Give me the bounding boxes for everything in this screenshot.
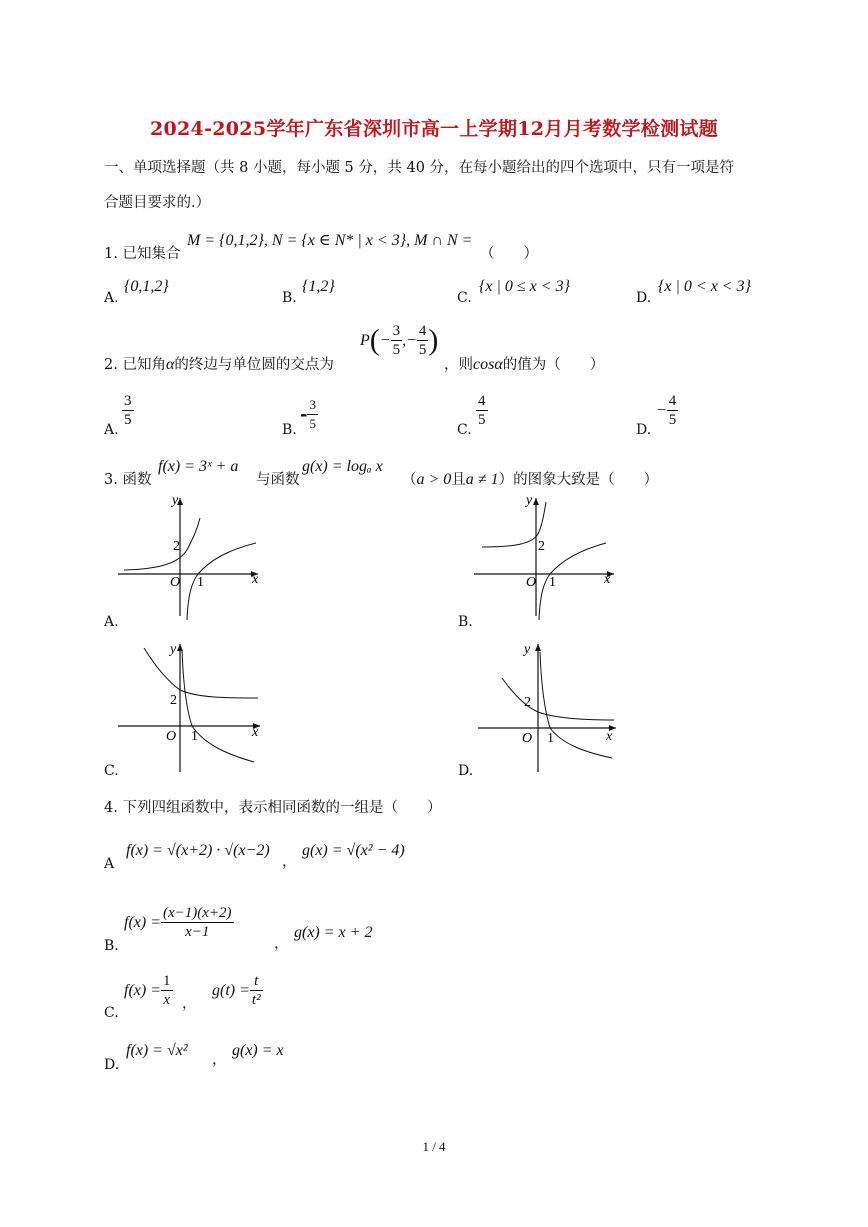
q2-stem-tail [444,355,604,375]
graph-a-y-label: y [172,493,179,508]
q2-point-label: P [360,332,370,349]
q4-option-b-sep: ， [274,936,289,952]
q2-option-d-letter: D. [636,422,652,438]
q2-suffix: 的值为（ ） [502,357,605,373]
q1-option-d-text[interactable]: {x | 0 < x < 3} [658,278,751,295]
graph-d-one: 1 [547,731,554,746]
graph-c-x-label: x [252,725,259,740]
q2-prefix: 2. 已知角 [104,357,166,373]
q2-option-d-value[interactable]: − $\frac{4}{5}$ [656,393,677,428]
graph-c-origin: O [166,729,177,744]
q4-option-c-g-frac: $\frac{t}{\text{t²}}$ [251,973,261,1008]
q3-cond: （a > 0且a ≠ 1）的图象大致是（ ） [402,471,659,488]
graph-c-one: 1 [191,729,198,744]
q3-graph-b[interactable] [474,490,624,620]
q1-option-a-letter: A. [104,290,119,306]
q2-cos: cosα [473,356,503,373]
q2-option-a-letter: A. [104,422,119,438]
q4-option-c-sep: ， [182,996,197,1012]
graph-b-x-label: x [604,572,611,587]
q1-options [104,280,764,306]
q4-option-a[interactable] [104,838,524,878]
q2-py-frac: $\frac{4}{5}$ [418,323,427,358]
q2-point: P(− $\frac{3}{5}$ ,− $\frac{4}{5}$ ) [360,323,439,358]
q1-option-b-text[interactable]: {1,2} [302,278,335,295]
q4-option-a-sep: ， [282,854,297,870]
q3-graph-a-letter: A. [104,614,119,630]
q2-option-c-value[interactable]: $\frac{4}{5}$ [478,393,486,428]
graph-d-x-label: x [606,729,613,744]
q3-f: f(x) = 3ˣ + a [158,458,239,475]
graph-b-origin: O [526,575,537,590]
q2-option-c-letter: C. [457,422,472,438]
q2-then: ，则 [444,357,473,373]
q3-graph-b-letter: B. [458,614,473,630]
q4-option-b-letter: B. [104,938,119,954]
q2-stem [104,355,334,375]
graph-a-two: 2 [173,539,180,554]
q1-prefix: 1. 已知集合 [104,246,181,262]
q3-graph-c[interactable] [118,638,268,774]
graph-d-two: 2 [524,695,531,710]
q4-option-d-f: f(x) = √x² [126,1042,188,1059]
q4-stem: 4. 下列四组函数中，表示相同函数的一组是（ ） [104,800,442,816]
q1-option-c-text[interactable]: {x | 0 ≤ x < 3} [479,278,570,295]
section-heading-line2: 合题目要求的.） [104,195,211,211]
graph-d-y-label: y [524,642,531,657]
q4-option-c-f-left: f(x) = [124,982,161,999]
graph-d-origin: O [522,731,533,746]
q4-option-d-g: g(x) = x [232,1042,284,1059]
q4-option-c-letter: C. [104,1005,119,1021]
q4-option-d-letter: D. [104,1057,120,1073]
q2-option-a-value[interactable]: $\frac{3}{5}$ [124,393,132,428]
q2-option-b-letter: B. [282,422,297,438]
graph-c-y-label: y [170,642,177,657]
page-title: 2024-2025学年广东省深圳市高一上学期12月月考数学检测试题 [150,118,718,140]
q4-option-a-f: f(x) = √(x+2) · √(x−2) [126,842,270,859]
graph-a-x-label: x [252,572,259,587]
q1-option-d-letter: D. [636,290,652,306]
q3-g: g(x) = logₐ x [302,458,383,475]
q4-option-d-sep: ， [212,1052,227,1068]
q1-option-b-letter: B. [282,290,297,306]
graph-c-two: 2 [170,693,177,708]
q1-math: M = {0,1,2}, N = {x ∈ N* | x < 3}, M ∩ N = [187,232,473,249]
q3-mid: 与函数 [256,472,300,488]
section-heading-line1: 一、单项选择题（共 8 小题，每小题 5 分，共 40 分，在每小题给出的四个选项中，只有一项是符 [104,160,735,176]
q4-option-a-letter: A [104,856,115,872]
q4-option-b[interactable] [104,904,524,954]
graph-a-one: 1 [197,575,204,590]
q1-stem [104,244,180,264]
graph-b-y-label: y [526,493,533,508]
q3-graph-c-letter: C. [104,763,119,779]
q4-option-b-f-left: f(x) = [124,914,161,931]
q1-option-c-letter: C. [457,290,472,306]
q2-mid: 的终边与单位圆的交点为 [174,357,334,373]
q4-option-b-g: g(x) = x + 2 [294,924,373,941]
q3-graph-a[interactable] [118,490,268,620]
graph-a-origin: O [170,575,181,590]
graph-b-one: 1 [549,575,556,590]
q1-blank: （ ） [480,246,538,262]
graph-b-two: 2 [538,539,545,554]
q1-option-a-text[interactable]: {0,1,2} [124,278,169,295]
q4-option-d[interactable] [104,1040,524,1076]
q4-option-c[interactable] [104,972,524,1022]
q4-option-b-f-frac: $\frac{(x-1)(x+2)}{x-1}$ [163,905,232,940]
q2-option-b-value[interactable]: - $\frac{3}{5}$ [300,397,316,431]
q2-px-frac: $\frac{3}{5}$ [392,323,401,358]
q4-option-c-f-frac: $\frac{1}{x}$ [163,973,171,1008]
q3-prefix: 3. 函数 [104,472,152,488]
q3-graph-d[interactable] [474,638,624,774]
q2-alpha: α [165,356,175,373]
q4-option-c-g-left: g(t) = [212,982,250,999]
q2-options [104,392,784,438]
q3-graph-d-letter: D. [458,763,474,779]
page-number: 1 / 4 [422,1139,446,1154]
q4-option-a-g: g(x) = √(x² − 4) [302,842,405,859]
